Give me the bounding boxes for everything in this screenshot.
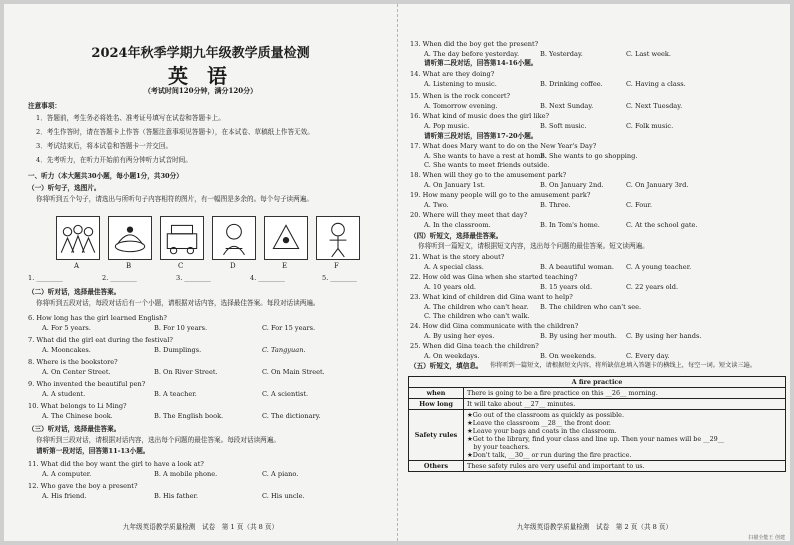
section-5-heading: （五）听短文，填信息。: [410, 362, 483, 370]
question-text: 9. Who invented the beautiful pen?: [28, 380, 146, 388]
option-b: B. The children who can't see.: [540, 303, 642, 311]
option-a: A. Mooncakes.: [42, 346, 91, 354]
question-text: 7. What did the girl eat during the festival?: [28, 336, 173, 344]
note-item: 3．考试结束后，将本试卷和答题卡一并交回。: [36, 142, 173, 150]
row-content: [464, 410, 786, 461]
option-a: A. By using her eyes.: [424, 332, 495, 340]
option-b: B. On weekends.: [540, 352, 597, 360]
answer-blank: 2. ________: [102, 274, 137, 282]
dialogue-note: 请听第二段对话，回答第14-16小题。: [424, 59, 538, 67]
option-b: B. Yesterday.: [540, 50, 583, 58]
section-3-heading: （三）听对话，选择最佳答案。: [28, 425, 121, 433]
question-text: 15. When is the rock concert?: [410, 92, 511, 100]
rule-line: ★Leave the classroom __28__ the front door.: [467, 419, 611, 427]
answer-blank: 4. ________: [250, 274, 285, 282]
question-text: 11. What did the boy want the girl to have a look at?: [28, 460, 204, 468]
option-b: B. By using her mouth.: [540, 332, 617, 340]
option-c: C. For 15 years.: [262, 324, 316, 332]
section-4-heading: （四）听短文，选择最佳答案。: [410, 232, 503, 240]
option-b: B. Drinking coffee.: [540, 80, 603, 88]
option-c: C. 22 years old.: [626, 283, 679, 291]
option-b: B. She wants to go shopping.: [540, 152, 638, 160]
option-a: A. The Chinese book.: [42, 412, 113, 420]
part-listening-heading: 一、听力（本大题共30小题，每小题1分，共30分）: [28, 172, 183, 180]
option-c: C. She wants to meet friends outside.: [424, 161, 550, 169]
option-a: A. Tomorrow evening.: [424, 102, 498, 110]
option-a: A. A special class.: [424, 263, 484, 271]
table-row: [409, 410, 786, 461]
option-b: B. A teacher.: [154, 390, 197, 398]
option-b: B. On January 2nd.: [540, 181, 604, 189]
row-head: when: [409, 388, 464, 399]
section-5-instructions: 你将听到一篇短文，请根据短文内容，将所缺信息填入答题卡的横线上，每空一词。短文读三遍。: [490, 362, 757, 369]
scanner-watermark: 扫描全能王 创建: [748, 535, 785, 541]
picture-c: [160, 216, 204, 260]
note-item: 2．考生作答时，请在答题卡上作答（答题注意事项见答题卡），在本试卷、草稿纸上作答无效。: [36, 128, 314, 136]
notes-heading: 注意事项：: [28, 102, 61, 110]
option-a: A. For 5 years.: [42, 324, 91, 332]
fire-practice-table: [408, 376, 786, 472]
option-a: A. His friend.: [42, 492, 87, 500]
question-text: 21. What is the story about?: [410, 253, 505, 261]
question-text: 22. How old was Gina when she started teaching?: [410, 273, 578, 281]
option-b: B. 15 years old.: [540, 283, 593, 291]
exam-info: （考试时间120分钟，满分120分）: [143, 86, 258, 95]
option-b: B. For 10 years.: [154, 324, 208, 332]
picture-b: [108, 216, 152, 260]
dialogue-note: 请听第三段对话，回答第17-20小题。: [424, 132, 538, 140]
picture-label: C: [178, 262, 184, 270]
option-c: C. On Main Street.: [262, 368, 325, 376]
question-text: 12. Who gave the boy a present?: [28, 482, 138, 490]
exam-subject: 英 语: [168, 64, 233, 88]
option-a: A. On Center Street.: [42, 368, 111, 376]
table-caption: A fire practice: [409, 377, 786, 388]
question-text: 24. How did Gina communicate with the children?: [410, 322, 579, 330]
section-1-instructions: 你将听到五个句子，请选出与所听句子内容相符的图片，有一幅图是多余的。每个句子读两遍。: [36, 195, 313, 203]
section-1-heading: （一）听句子，选图片。: [28, 184, 101, 192]
option-a: A. The day before yesterday.: [424, 50, 520, 58]
option-c: C. Every day.: [626, 352, 670, 360]
option-a: A. Pop music.: [424, 122, 470, 130]
rule-line: ★Don't talk, __30__ or run during the fire practice.: [467, 451, 632, 459]
question-text: 23. What kind of children did Gina want to help?: [410, 293, 573, 301]
question-text: 13. When did the boy get the present?: [410, 40, 539, 48]
section-3-note: 请听第一段对话，回答第11-13小题。: [36, 447, 150, 455]
picture-label: F: [334, 262, 339, 270]
option-a: A. The children who can't hear.: [424, 303, 529, 311]
section-4-instructions: 你将听到一篇短文，请根据短文内容，选出每个问题的最佳答案。短文读两遍。: [418, 242, 649, 250]
option-a: A. On weekdays.: [424, 352, 480, 360]
picture-label: B: [126, 262, 132, 270]
option-b: B. Three.: [540, 201, 571, 209]
option-c: C. A scientist.: [262, 390, 309, 398]
option-c: C. Folk music.: [626, 122, 674, 130]
question-text: 16. What kind of music does the girl like?: [410, 112, 550, 120]
answer-blank: 5. ________: [322, 274, 357, 282]
option-b: B. A mobile phone.: [154, 470, 218, 478]
table-row: [409, 399, 786, 410]
option-c: C. Tangyuan.: [262, 346, 306, 354]
option-c: C. The children who can't walk.: [424, 312, 530, 320]
answer-blank: 3. ________: [176, 274, 211, 282]
picture-label: E: [282, 262, 288, 270]
row-content: It will take about __27__ minutes.: [464, 399, 786, 410]
option-b: B. A beautiful woman.: [540, 263, 614, 271]
note-item: 4．先考听力，在听力开始前有两分钟听力试音时间。: [36, 156, 192, 164]
option-a: A. A computer.: [42, 470, 92, 478]
answer-blank: 1. ________: [28, 274, 63, 282]
question-text: 18. When will they go to the amusement park?: [410, 171, 567, 179]
section-2-heading: （二）听对话，选择最佳答案。: [28, 288, 121, 296]
picture-d: [212, 216, 256, 260]
rule-line: ★Go out of the classroom as quickly as possible.: [467, 411, 624, 419]
question-text: 6. How long has the girl learned English?: [28, 314, 167, 322]
page-footer: 九年级英语教学质量检测 试卷 第 2 页（共 8 页）: [516, 523, 673, 531]
option-c: C. Last week.: [626, 50, 671, 58]
option-a: A. 10 years old.: [424, 283, 477, 291]
row-head: Others: [409, 461, 464, 472]
option-b: B. Dumplings.: [154, 346, 202, 354]
option-c: C. Next Tuesday.: [626, 102, 683, 110]
option-c: C. A piano.: [262, 470, 299, 478]
table-row: [409, 461, 786, 472]
section-2-instructions: 你将听到五段对话，每段对话后有一个小题，请根据对话内容，选择最佳答案。每段对话读两遍。: [36, 299, 320, 307]
rule-line: ★Get to the library, find your class and line up. Then your names will be __29__: [467, 435, 725, 443]
option-c: C. Four.: [626, 201, 652, 209]
scanned-exam-sheet: [4, 4, 790, 541]
question-text: 20. Where will they meet that day?: [410, 211, 528, 219]
option-a: A. On January 1st.: [424, 181, 485, 189]
picture-f: [316, 216, 360, 260]
option-a: A. In the classroom.: [424, 221, 491, 229]
question-text: 17. What does Mary want to do on the New Year's Day?: [410, 142, 597, 150]
option-a: A. Two.: [424, 201, 449, 209]
row-head: Safety rules: [409, 410, 464, 461]
option-a: A. She wants to have a rest at home.: [424, 152, 547, 160]
row-content: These safety rules are very useful and important to us.: [464, 461, 786, 472]
option-b: B. Next Sunday.: [540, 102, 594, 110]
option-a: A. Listening to music.: [424, 80, 497, 88]
option-c: C. At the school gate.: [626, 221, 698, 229]
question-text: 25. When did Gina teach the children?: [410, 342, 539, 350]
note-item: 1．答题前，考生务必将姓名、准考证号填写在试卷和答题卡上。: [36, 114, 225, 122]
picture-label: D: [230, 262, 236, 270]
table-row: [409, 388, 786, 399]
exam-title: 2024年秋季学期九年级教学质量检测: [91, 46, 310, 61]
option-b: B. On River Street.: [154, 368, 218, 376]
question-text: 10. What belongs to Li Ming?: [28, 402, 127, 410]
row-head: How long: [409, 399, 464, 410]
question-text: 8. Where is the bookstore?: [28, 358, 118, 366]
option-c: C. His uncle.: [262, 492, 305, 500]
option-b: B. His father.: [154, 492, 199, 500]
option-b: B. Soft music.: [540, 122, 587, 130]
section-3-instructions: 你将听到三段对话，请根据对话内容，选出每个问题的最佳答案。每段对话读两遍。: [36, 436, 280, 444]
picture-a: [56, 216, 100, 260]
picture-label: A: [74, 262, 80, 270]
question-text: 19. How many people will go to the amusement park?: [410, 191, 591, 199]
option-c: C. On January 3rd.: [626, 181, 689, 189]
exam-page-2: [397, 4, 791, 541]
option-c: C. Having a class.: [626, 80, 686, 88]
row-content: There is going to be a fire practice on this __26__ morning.: [464, 388, 786, 399]
exam-page-1: [4, 4, 397, 541]
option-b: B. In Tom's home.: [540, 221, 600, 229]
question-text: 14. What are they doing?: [410, 70, 495, 78]
page-footer: 九年级英语教学质量检测 试卷 第 1 页（共 8 页）: [122, 523, 279, 531]
option-c: C. A young teacher.: [626, 263, 692, 271]
option-b: B. The English book.: [154, 412, 224, 420]
picture-e: [264, 216, 308, 260]
rule-line: ★Leave your bags and coats in the classroom.: [467, 427, 617, 435]
option-c: C. The dictionary.: [262, 412, 321, 420]
rule-line: by your teachers.: [467, 443, 530, 451]
option-c: C. By using her hands.: [626, 332, 702, 340]
option-a: A. A student.: [42, 390, 86, 398]
